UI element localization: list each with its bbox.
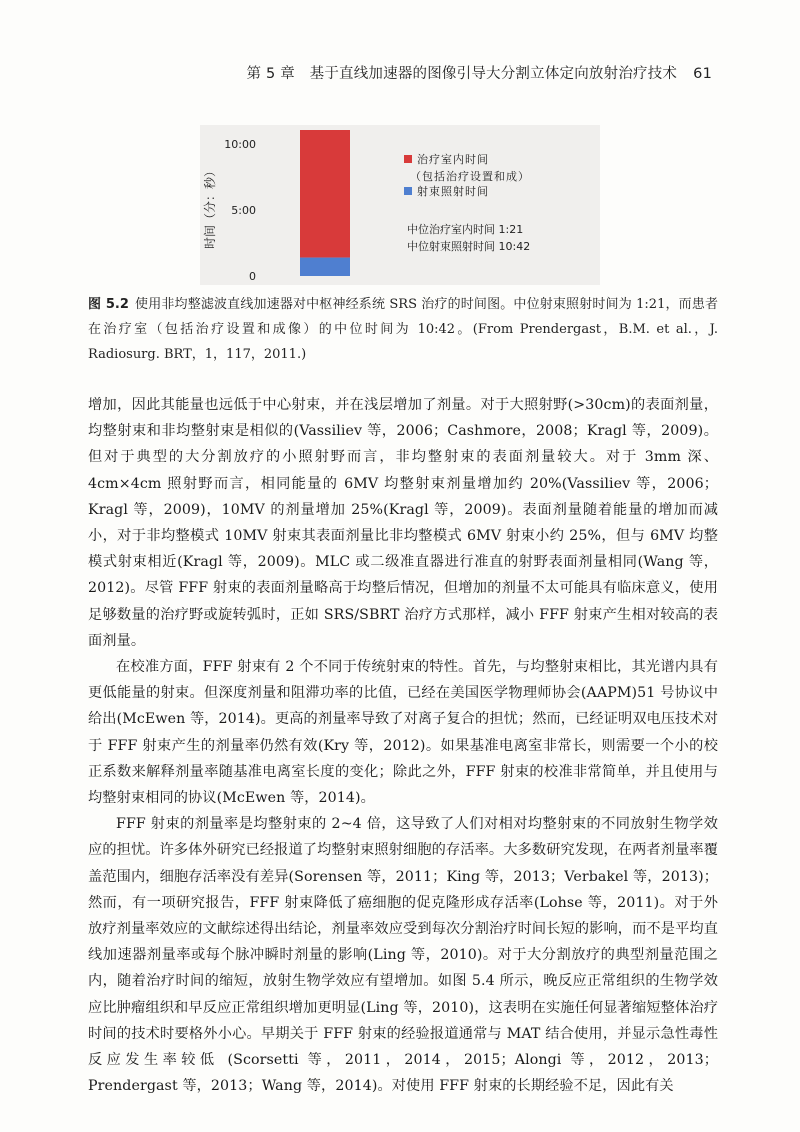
- bar-treatment-room-time: [300, 130, 350, 258]
- bar-beam-on-time: [300, 258, 350, 276]
- legend-label-beam-on: 射束照射时间: [417, 185, 489, 198]
- figure-number: 图 5.2: [88, 297, 129, 312]
- legend-swatch-beam-on: [404, 187, 412, 195]
- caption-text: 使用非均整滤波直线加速器对中枢神经系统 SRS 治疗的时间图。中位射束照射时间为 1:21，而患者在治疗室（包括治疗设置和成像）的中位时间为 10:42。(From Prendergast，B.M. et al.，J. Radiosurg. BRT，1，117，2011.): [88, 297, 718, 362]
- running-header: [0, 62, 712, 83]
- legend-label-treatment-room: 治疗室内时间: [417, 153, 489, 166]
- legend-label-note: （包括治疗设置和成）: [410, 170, 530, 183]
- page-number: 61: [693, 66, 712, 82]
- chart-background: [200, 125, 600, 285]
- figure-caption: [88, 292, 718, 367]
- median-line-2: 中位射束照射时间 10:42: [407, 240, 531, 253]
- y-tick-5: 5:00: [231, 204, 256, 217]
- paragraph-3: FFF 射束的剂量率是均整射束的 2~4 倍，这导致了人们对相对均整射束的不同放射生物学效应的担忧。许多体外研究已经报道了均整射束照射细胞的存活率。大多数研究发现，在两者剂量率覆盖范围内，细胞存活率没有差异(Sorensen 等，2011；King 等，2013；Verbakel 等，2013)；然而，有一项研究报告，FFF 射束降低了癌细胞的促克隆形成存活率(Lohse 等，2011)。对于外放疗剂量率效应的文献综述得出结论，剂量率效应受到每次分割治疗时间长短的影响，而不是平均直线加速器剂量率或每个脉冲瞬时剂量的影响(Ling 等，2010)。对于大分割放疗的典型剂量范围之内，随着治疗时间的缩短，放射生物学效应有望增加。如图 5.4 所示，晚反应正常组织的生物学效应比肿瘤组织和早反应正常组织增加更明显(Ling 等，2010)，这表明在实施任何显著缩短整体治疗时间的技术时要格外小心。早期关于 FFF 射束的经验报道通常与 MAT 结合使用，并显示急性毒性反应发生率较低 (Scorsetti 等，2011，2014，2015；Alongi 等，2012，2013；Prendergast 等，2013；Wang 等，2014)。对使用 FFF 射束的长期经验不足，因此有关: [88, 816, 718, 1095]
- paragraph-2: 在校准方面，FFF 射束有 2 个不同于传统射束的特性。首先，与均整射束相比，其光谱内具有更低能量的射束。但深度剂量和阻滞功率的比值，已经在美国医学物理师协会(AAPM)51 号协议中给出(McEwen 等，2014)。更高的剂量率导致了对离子复合的担忧；然而，已经证明双电压技术对于 FFF 射束产生的剂量率仍然有效(Kry 等，2012)。如果基准电离室非常长，则需要一个小的校正系数来解释剂量率随基准电离室长度的变化；除此之外，FFF 射束的校准非常简单，并且使用与均整射束相同的协议(McEwen 等，2014)。: [88, 659, 718, 807]
- chapter-title: 第 5 章 基于直线加速器的图像引导大分割立体定向放射治疗技术: [246, 66, 678, 82]
- y-tick-0: 0: [249, 270, 256, 283]
- body-text: [88, 392, 718, 1099]
- y-tick-10: 10:00: [224, 138, 256, 151]
- y-axis-label: 时间（分：秒）: [203, 164, 217, 250]
- median-line-1: 中位治疗室内时间 1:21: [407, 223, 524, 236]
- legend-swatch-treatment-room: [404, 155, 412, 163]
- time-chart: [200, 125, 600, 285]
- paragraph-1: 增加，因此其能量也远低于中心射束，并在浅层增加了剂量。对于大照射野(>30cm)的表面剂量，均整射束和非均整射束是相似的(Vassiliev 等，2006；Cashmore，2008；Kragl 等，2009)。但对于典型的大分割放疗的小照射野而言，非均整射束的表面剂量较大。对于 3mm 深、4cm×4cm 照射野而言，相同能量的 6MV 均整射束剂量增加约 20%(Vassiliev 等，2006；Kragl 等，2009)，10MV 的剂量增加 25%(Kragl 等，2009)。表面剂量随着能量的增加而减小，对于非均整模式 10MV 射束其表面剂量比非均整模式 6MV 射束小约 25%，但与 6MV 均整模式射束相近(Kragl 等，2009)。MLC 或二级准直器进行准直的射野表面剂量相同(Wang 等，2012)。尽管 FFF 射束的表面剂量略高于均整后情况，但增加的剂量不太可能具有临床意义，使用足够数量的治疗野或旋转弧时，正如 SRS/SBRT 治疗方式那样，减小 FFF 射束产生相对较高的表面剂量。: [88, 397, 718, 649]
